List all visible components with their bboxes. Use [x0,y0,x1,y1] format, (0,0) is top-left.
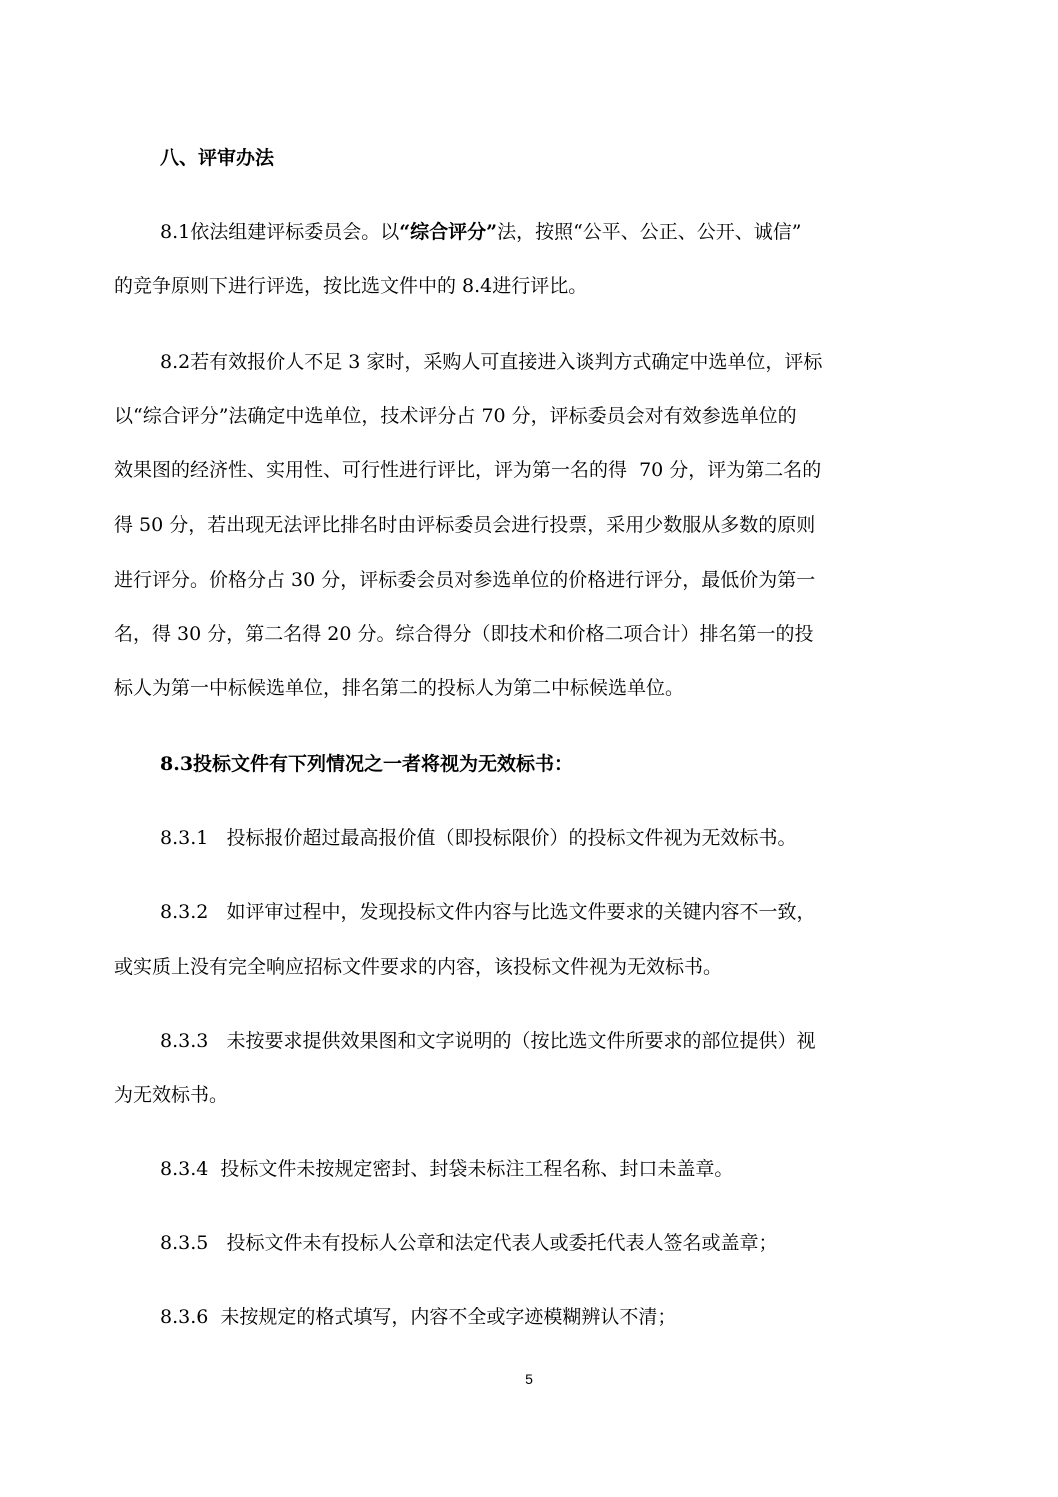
paragraph-8-2-line-2: 以“综合评分”法确定中选单位，技术评分占 70 分，评标委员会对有效参选单位的 [114,405,797,427]
clause-8-3-2-line-1: 8.3.2 如评审过程中，发现投标文件内容与比选文件要求的关键内容不一致， [160,901,816,923]
clause-8-3-4: 8.3.4 投标文件未按规定密封、封袋未标注工程名称、封口未盖章。 [160,1158,734,1180]
paragraph-8-1-emphasis: “综合评分” [399,221,498,243]
paragraph-8-3-heading: 8.3投标文件有下列情况之一者将视为无效标书： [160,753,574,775]
clause-8-3-2-line-2: 或实质上没有完全响应招标文件要求的内容，该投标文件视为无效标书。 [114,956,723,978]
clause-8-3-6: 8.3.6 未按规定的格式填写，内容不全或字迹模糊辨认不清； [160,1306,677,1328]
clause-8-3-3-line-1: 8.3.3 未按要求提供效果图和文字说明的（按比选文件所要求的部位提供）视 [160,1030,816,1052]
paragraph-8-1-line-2: 的竞争原则下进行评选，按比选文件中的 8.4进行评比。 [114,275,588,297]
paragraph-8-2-line-4: 得 50 分，若出现无法评比排名时由评标委员会进行投票，采用少数服从多数的原则 [114,514,816,536]
paragraph-8-2-line-3: 效果图的经济性、实用性、可行性进行评比，评为第一名的得 70 分，评为第二名的 [114,459,822,481]
clause-8-3-3-line-2: 为无效标书。 [114,1084,229,1106]
paragraph-8-2-line-6: 名，得 30 分，第二名得 20 分。综合得分（即技术和价格二项合计）排名第一的投 [114,623,814,645]
paragraph-8-2-line-5: 进行评分。价格分占 30 分，评标委会员对参选单位的价格进行评分，最低价为第一 [114,569,816,591]
paragraph-8-2-line-1: 8.2若有效报价人不足 3 家时，采购人可直接进入谈判方式确定中选单位，评标 [160,351,823,373]
paragraph-8-1-text-c: 法，按照“公平、公正、公开、诚信” [497,221,802,243]
paragraph-8-1-line-1 [160,220,1058,244]
clause-8-3-5: 8.3.5 投标文件未有投标人公章和法定代表人或委托代表人签名或盖章； [160,1232,778,1254]
clause-8-3-1: 8.3.1 投标报价超过最高报价值（即投标限价）的投标文件视为无效标书。 [160,827,797,849]
page-number: 5 [525,1371,533,1387]
paragraph-8-2-line-7: 标人为第一中标候选单位，排名第二的投标人为第二中标候选单位。 [114,677,685,699]
paragraph-8-1-text-a: 8.1依法组建评标委员会。以 [160,221,400,243]
section-heading: 八、评审办法 [160,147,275,169]
